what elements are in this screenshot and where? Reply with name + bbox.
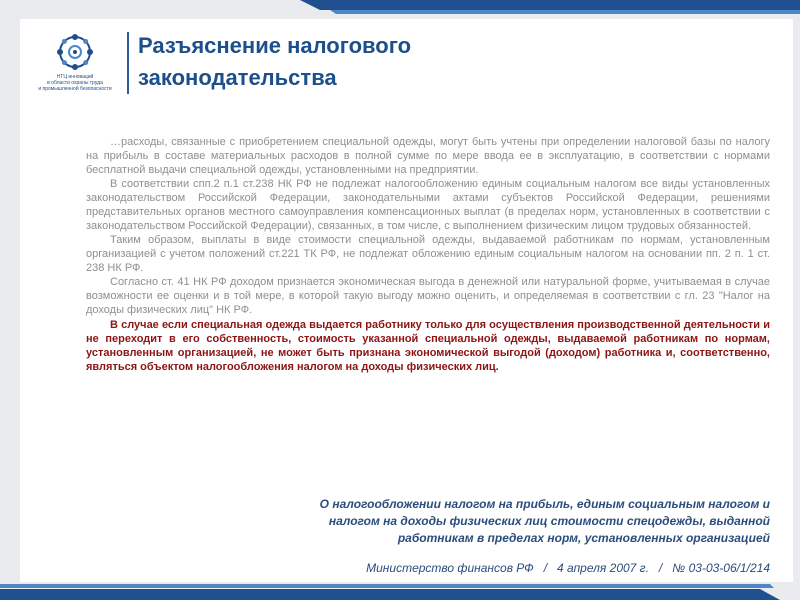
logo-caption	[30, 74, 120, 92]
logo-emblem-icon	[55, 32, 95, 72]
body-paragraph: Таким образом, выплаты в виде стоимости специальной одежды, выдаваемой работникам по нормам, установленным организацией с учетом положений ст.221 ТК РФ, не подлежат обложению единым социальным налогом на основании пп. 2 п. 1 ст. 238 НК РФ.	[86, 234, 770, 274]
top-decorative-band	[300, 0, 800, 16]
logo-caption-line: НТЦ инноваций	[56, 74, 94, 80]
title-divider	[127, 32, 129, 94]
summary-line: налогом на доходы физических лиц стоимости спецодежды, выданной	[328, 514, 770, 528]
body-paragraph: Согласно ст. 41 НК РФ доходом признается экономическая выгода в денежной или натуральной форме, учитываемая в случае возможности ее оценки и в той мере, в которой такую выгоду можно оценить, и определяемая в соответствии с гл. 23 "Налог на доходы физических лиц" НК РФ.	[86, 276, 770, 316]
emphasis-paragraph: В случае если специальная одежда выдается работнику только для осуществления производственной деятельности и не переходит в его собственность, стоимость указанной специальной одежды, выдаваемой работникам по нормам, установленным организацией, не может быть признана экономической выгодой (доходом) работника и, соответственно, являться объектом налогообложения налогом на доходы физических лиц.	[86, 319, 770, 373]
source-reference	[180, 561, 770, 575]
summary-line: работникам в пределах норм, установленных организацией	[397, 531, 770, 545]
source-text: Министерство финансов РФ / 4 апреля 2007 г. / № 03-03-06/1/214	[366, 561, 770, 575]
logo-caption-line: и промышленной безопасности	[38, 86, 112, 92]
slide-title: Разъяснение налогового законодательства	[138, 33, 412, 90]
body-paragraph: …расходы, связанные с приобретением специальной одежды, могут быть учтены при определении налоговой базы по налогу на прибыль в составе материальных расходов в полной сумме по мере ввода ее в эксплуатацию, в соответствии с нормами бесплатной выдачи специальной одежды, установленными на предприятии.	[86, 136, 770, 176]
body-paragraph: В соответствии спп.2 п.1 ст.238 НК РФ не подлежат налогообложению единым социальным налогом все виды установленных законодательством Российской Федерации, законодательными актами субъектов Российской Федерации, решениями представительных органов местного самоуправления компенсационных выплат (в пределах норм, установленных в соответствии с законодательством Российской Федерации), связанных, в том числе, с выполнением физическим лицом трудовых обязанностей.	[86, 178, 770, 232]
logo-caption-line: в области охраны труда	[47, 80, 103, 86]
body-text	[86, 135, 770, 374]
organization-logo	[30, 32, 120, 102]
summary-line: О налогообложении налогом на прибыль, единым социальным налогом и	[319, 497, 770, 511]
document-summary	[180, 496, 770, 547]
